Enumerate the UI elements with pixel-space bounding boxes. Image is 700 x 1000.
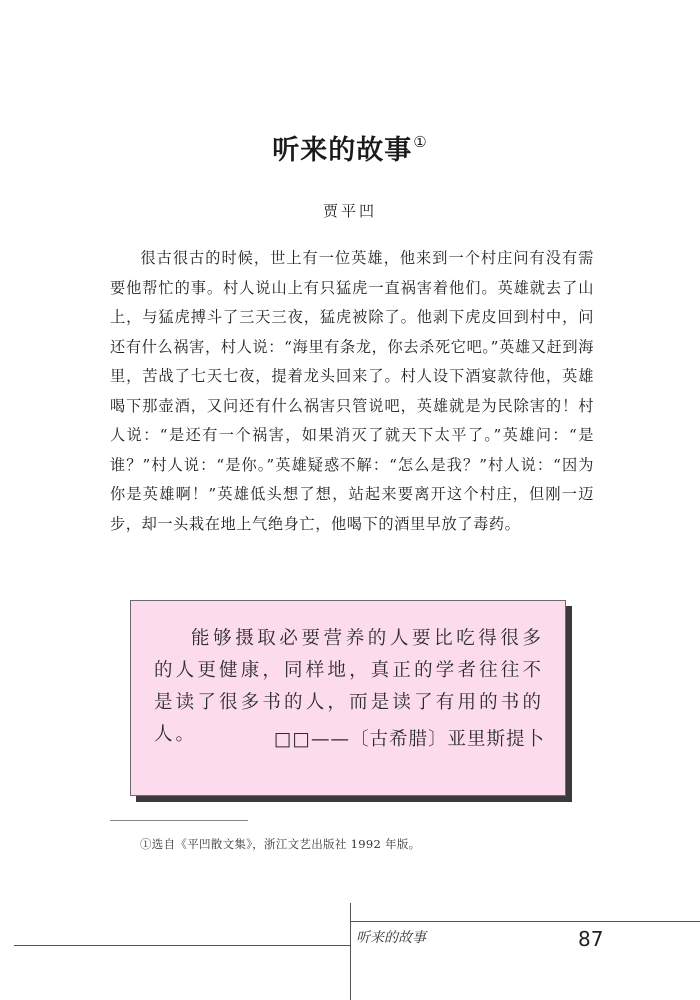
quote-source: □□——〔古希腊〕亚里斯提卜 [274,729,545,750]
author-name: 贾平凹 [322,202,377,220]
quote-box [130,600,566,796]
footnote-marker: ① [413,133,428,151]
footer-rule-left [14,945,350,946]
article-title-text: 听来的故事 [272,135,413,166]
quote-text: 能够摄取必要营养的人要比吃得很多的人更健康，同样地，真正的学者往往不是读了很多书的人，而是读了有用的书的人。 [154,628,544,745]
story-paragraph: 很古很古的时候，世上有一位英雄，他来到一个村庄问有没有需要他帮忙的事。村人说山上有只猛虎一直祸害着他们。英雄就去了山上，与猛虎搏斗了三天三夜，猛虎被除了。他剥下虎皮回到村中，问还有什么祸害，村人说：“海里有条龙，你去杀死它吧。”英雄又赶到海里，苦战了七天七夜，提着龙头回来了。村人设下酒宴款待他，英雄喝下那壶酒，又问还有什么祸害只管说吧，英雄就是为民除害的！村人说：“是还有一个祸害，如果消灭了就天下太平了。”英雄问：“是谁？”村人说：“是你。”英雄疑惑不解：“怎么是我？”村人说：“因为你是英雄啊！”英雄低头想了想，站起来要离开这个村庄，但刚一迈步，却一头栽在地上气绝身亡，他喝下的酒里早放了毒药。 [110,249,594,533]
article-title [0,128,700,167]
page-number: 87 [578,927,604,951]
running-title: 听来的故事 [356,930,426,946]
footer-rule-top [350,921,700,922]
footnote-divider [110,820,248,821]
footnote: ①选自《平凹散文集》，浙江文艺出版社 1992 年版。 [140,837,421,851]
footer-rule-vertical [350,903,351,1000]
